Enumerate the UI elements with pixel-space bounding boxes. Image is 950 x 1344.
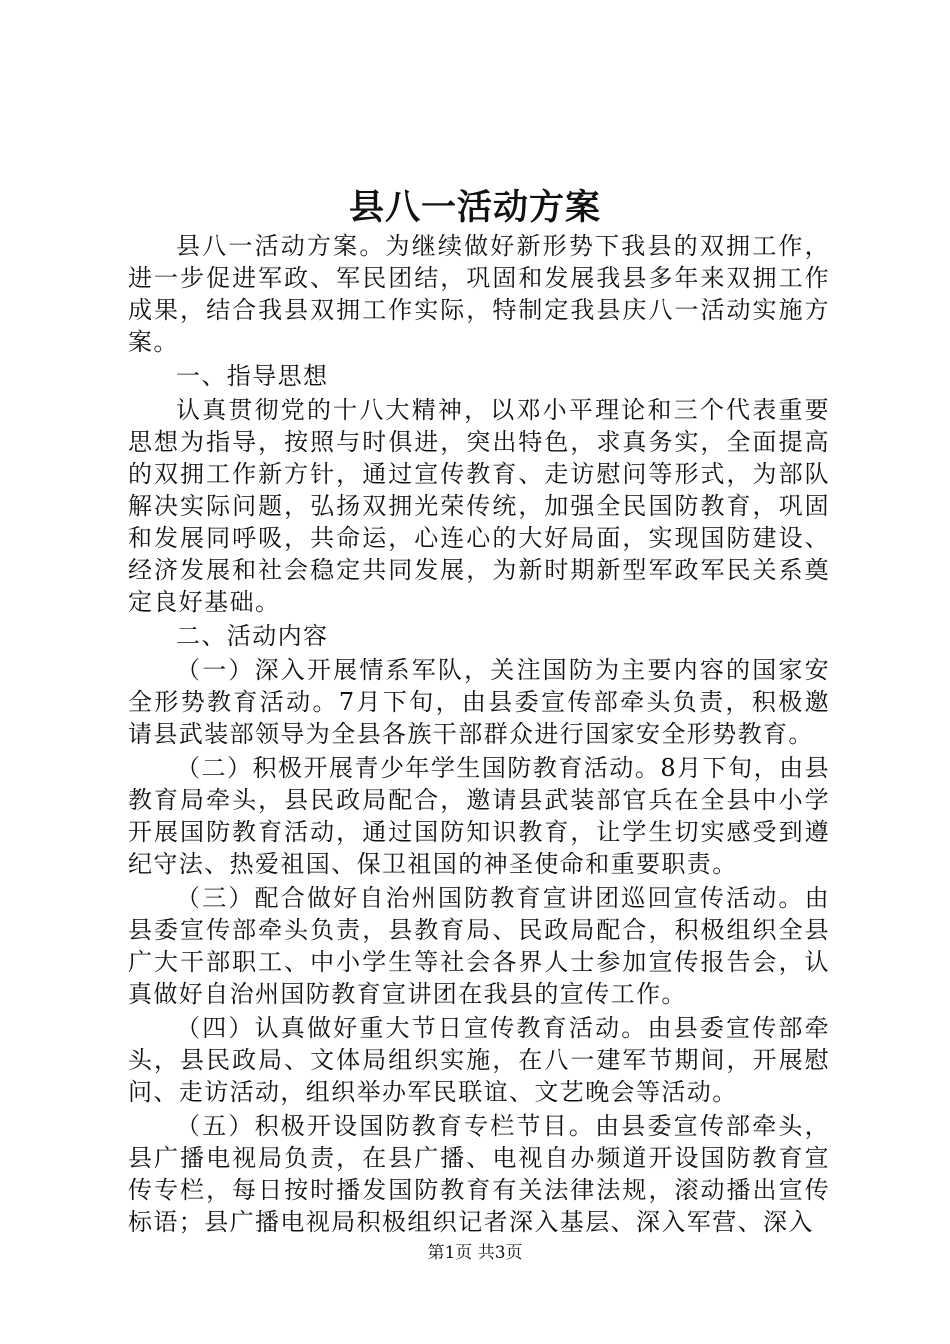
document-title: 县八一活动方案 xyxy=(348,187,601,228)
paragraph-activity-1: （一）深入开展情系军队，关注国防为主要内容的国家安全形势教育活动。7月下旬，由县委宣传部牵头负责，积极邀请县武装部领导为全县各族干部群众进行国家安全形势教育。 xyxy=(128,656,830,748)
section-heading-activities: 二、活动内容 xyxy=(176,622,329,650)
section-heading-guiding-ideology: 一、指导思想 xyxy=(176,362,329,390)
paragraph-activity-4: （四）认真做好重大节日宣传教育活动。由县委宣传部牵头，县民政局、文体局组织实施，在八一建军节期间，开展慰问、走访活动，组织举办军民联谊、文艺晚会等活动。 xyxy=(128,1014,830,1106)
paragraph-activity-3: （三）配合做好自治州国防教育宣讲团巡回宣传活动。由县委宣传部牵头负责，县教育局、民政局配合，积极组织全县广大干部职工、中小学生等社会各界人士参加宣传报告会，认真做好自治州国防教育宣讲团在我县的宣传工作。 xyxy=(128,884,830,1008)
document-body xyxy=(128,230,830,1238)
paragraph-activity-2: （二）积极开展青少年学生国防教育活动。8月下旬，由县教育局牵头，县民政局配合，邀请县武装部官兵在全县中小学开展国防教育活动，通过国防知识教育，让学生切实感受到遵纪守法、热爱祖国、保卫祖国的神圣使命和重要职责。 xyxy=(128,754,830,878)
paragraph-intro: 县八一活动方案。为继续做好新形势下我县的双拥工作，进一步促进军政、军民团结，巩固和发展我县多年来双拥工作成果，结合我县双拥工作实际，特制定我县庆八一活动实施方案。 xyxy=(128,232,830,356)
paragraph-activity-5: （五）积极开设国防教育专栏节目。由县委宣传部牵头，县广播电视局负责，在县广播、电视自办频道开设国防教育宣传专栏，每日按时播发国防教育有关法律法规，滚动播出宣传标语；县广播电视局积极组织记者深入基层、深入军营、深入 xyxy=(128,1112,830,1236)
page-footer: 第1页 共3页 xyxy=(427,1243,523,1263)
paragraph-guiding-ideology: 认真贯彻党的十八大精神，以邓小平理论和三个代表重要思想为指导，按照与时俱进，突出特色，求真务实，全面提高的双拥工作新方针，通过宣传教育、走访慰问等形式，为部队解决实际问题，弘扬双拥光荣传统，加强全民国防教育，巩固和发展同呼吸，共命运，心连心的大好局面，实现国防建设、经济发展和社会稳定共同发展，为新时期新型军政军民关系奠定良好基础。 xyxy=(128,396,830,616)
